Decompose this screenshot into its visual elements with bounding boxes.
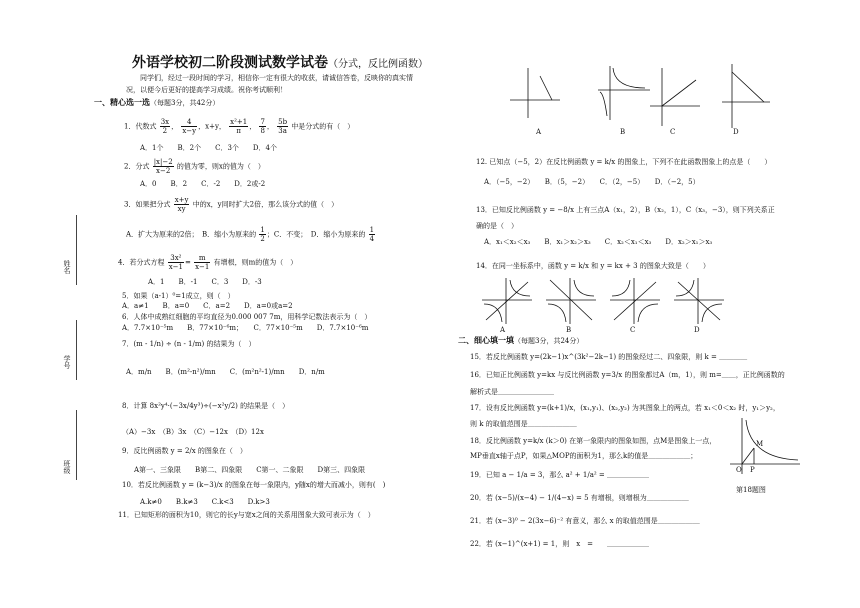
name-blank-line	[76, 215, 77, 285]
graph-label-c: C	[670, 128, 676, 136]
question-6: 6．人体中成熟红细胞的平均直径为0.000 007 7m，用科学记数法表示为（ ）	[122, 313, 372, 321]
q14-label-d: D	[694, 326, 700, 334]
question-6-options: A．7.7×10⁻⁵m B．77×10⁻⁶m； C．77×10⁻⁵m D．7.7×10⁻⁶m	[122, 324, 369, 332]
id-blank-line	[76, 320, 77, 380]
question-17-line2: 则 k 的取值范围是＿＿＿＿＿＿＿	[470, 420, 577, 428]
question-22: 22．若 (x−1)^(x+1) = 1，则 x = ＿＿＿＿＿＿	[470, 540, 650, 548]
fig18-o: O	[736, 466, 742, 474]
q11-graphs	[500, 58, 800, 136]
question-13-options: A．x₁＜x₂＜x₃ B．x₁＞x₂＞x₃ C．x₂＜x₁＜x₃ D．x₂＞x₁＞x₃	[484, 238, 713, 246]
question-8: 8．计算 8x²y⁴·(−3x/4y³)÷(−x²y/2) 的结果是（ ）	[122, 402, 290, 410]
side-label-class: 班级	[63, 460, 71, 474]
question-17: 17．设有反比例函数 y=(k+1)/x，(x₁,y₁)、(x₂,y₂) 为其图象上的两点，若 x₁＜0＜x₂ 时，y₁＞y₂，	[470, 404, 780, 412]
greeting-line-2: 况，以便今后更好的提高学习成绩。祝你考试顺利！	[126, 86, 287, 94]
class-blank-line	[76, 410, 77, 480]
question-3-options: A．扩大为原来的2倍； B．缩小为原来的 $\frac{1}{2}$ ；C．不变； D．缩小为原来的 $\frac{1}{4}$	[126, 226, 375, 243]
page-title: 外语学校初二阶段测试数学试卷（分式，反比例函数）	[132, 55, 428, 71]
question-4-options: A．1 B．-1 C．3 D．-3	[148, 278, 262, 286]
greeting-line-1: 同学们，经过一段时间的学习，相信你一定有很大的收获，请诚信答卷，反映你的真实情	[140, 74, 413, 82]
question-2: 2．分式 $\frac{|x|-2}{x-2}$ 的值为零，则x的值为（ ）	[124, 158, 265, 175]
question-14: 14．在同一坐标系中，函数 y = k/x 和 y = kx + 3 的图象大致是（ ）	[476, 262, 710, 270]
graph-label-a: A	[536, 128, 542, 136]
question-16: 16．已知正比例函数 y=kx 与反比例函数 y=3/x 的图象都过A（m，1），则 m=＿＿，正比例函数的	[470, 371, 785, 379]
question-11: 11．已知矩形的面积为10，则它的长y与宽x之间的关系用图象大致可表示为（ ）	[118, 511, 375, 519]
title-suffix: （分式，反比例函数）	[328, 59, 428, 70]
question-1-options: A．1个 B．2个 C．3个 D．4个	[140, 144, 277, 152]
question-12-options: A．（−5，−2） B．（5，−2） C．（2，−5） D．（−2，5）	[484, 178, 700, 186]
q14-label-b: B	[566, 326, 572, 334]
q14-label-a: A	[500, 326, 506, 334]
question-5-options: A．a≠1 B．a=0 C．a=2 D．a=0或a=2	[122, 302, 293, 310]
question-9: 9．反比例函数 y = 2/x 的图象在（ ）	[122, 447, 247, 455]
question-1: 1．代数式 $\frac{3x}{2}$ ， $\frac{4}{x-y}$ ，x+y， $\frac{\text{x²+1}}{\pi}$ ， $\frac{7}{8}$ ， $\frac{5b}{3a}$ 中是分式的有（ ）	[124, 118, 355, 135]
question-18-line2: MP垂直x轴于点P，如果△MOP的面积为1，那么k的值是＿＿＿＿＿＿；	[470, 452, 698, 460]
question-18: 18．反比例函数 y=k/x (k＞0) 在第一象限内的图象如图，点M是图象上一点，	[470, 437, 717, 445]
q14-label-c: C	[630, 326, 636, 334]
question-12: 12. 已知点（−5，2）在反比例函数 y = k/x 的图象上，下列不在此函数图象上的点是（ ）	[476, 158, 772, 166]
fig18-p: P	[750, 466, 755, 474]
fig18-caption: 第18题图	[736, 486, 766, 494]
q14-graphs	[476, 276, 776, 328]
question-20: 20．若 (x−5)/(x−4) − 1/(4−x) = 5 有增根，则增根为＿＿＿＿＿＿	[470, 494, 689, 502]
question-15: 15．若反比例函数 y=(2k−1)x^(3k²−2k−1) 的图象经过二、四象限，则 k = ＿＿＿＿	[470, 353, 748, 361]
section1-heading: 一、精心选一选（每题3分，共42分）	[94, 97, 220, 107]
question-7: 7．(m - 1/n) ÷ (n - 1/m) 的结果为（ ）	[122, 340, 256, 348]
question-2-options: A．0 B．2 C．-2 D．2或-2	[140, 180, 266, 188]
graph-label-b: B	[620, 128, 626, 136]
question-16-line2: 解析式是＿＿＿＿＿＿＿＿	[470, 388, 554, 396]
question-21: 21．若 (x−3)⁰ − 2(3x−6)⁻² 有意义，那么 x 的取值范围是＿＿＿＿＿＿	[470, 517, 700, 525]
question-19: 19．已知 a − 1/a = 3，那么 a² + 1/a² = ＿＿＿＿＿＿	[470, 471, 650, 479]
side-label-name: 姓名	[63, 260, 71, 274]
question-13: 13．已知反比例函数 y = −8/x 上有三点A（x₁，2），B（x₂，1），C（x₃，−3），则下列关系正	[476, 206, 775, 214]
side-label-id: 学号	[63, 355, 71, 369]
question-10: 10．若反比例函数 y = (k−3)/x 的图象在每一象限内，y随x的增大而减小，则有( )	[122, 481, 386, 489]
graph-label-d: D	[733, 128, 739, 136]
question-10-options: A.k≠0 B.k≠3 C.k<3 D.k>3	[140, 498, 270, 506]
question-5: 5．如果（a-1）⁰=1成立，则（ ）	[122, 292, 235, 300]
question-4: 4．若分式方程 $\frac{\text{3x²}}{x-1}$ = $\frac{m}{x-1}$ 有增根，则m的值为（ ）	[118, 254, 298, 271]
question-8-options: （A）−3x （B）3x （C）−12x （D）12x	[122, 428, 264, 436]
fig18-m: M	[756, 440, 764, 448]
question-3: 3．如果把分式 $\frac{x+y}{xy}$ 中的x，y同时扩大2倍，那么该分式的值（ ）	[124, 196, 339, 213]
question-9-options: A第一、三象限 B第二、四象限 C第一、二象限 D第三、四象限	[134, 466, 366, 474]
question-7-options: A．m/n B．(m²-n²)/mn C．(m²n²-1)/mn D．n/m	[126, 368, 325, 376]
section2-heading: 二、细心填一填（每题3分，共24分）	[458, 335, 584, 345]
question-13-line2: 确的是（ ）	[476, 222, 518, 230]
